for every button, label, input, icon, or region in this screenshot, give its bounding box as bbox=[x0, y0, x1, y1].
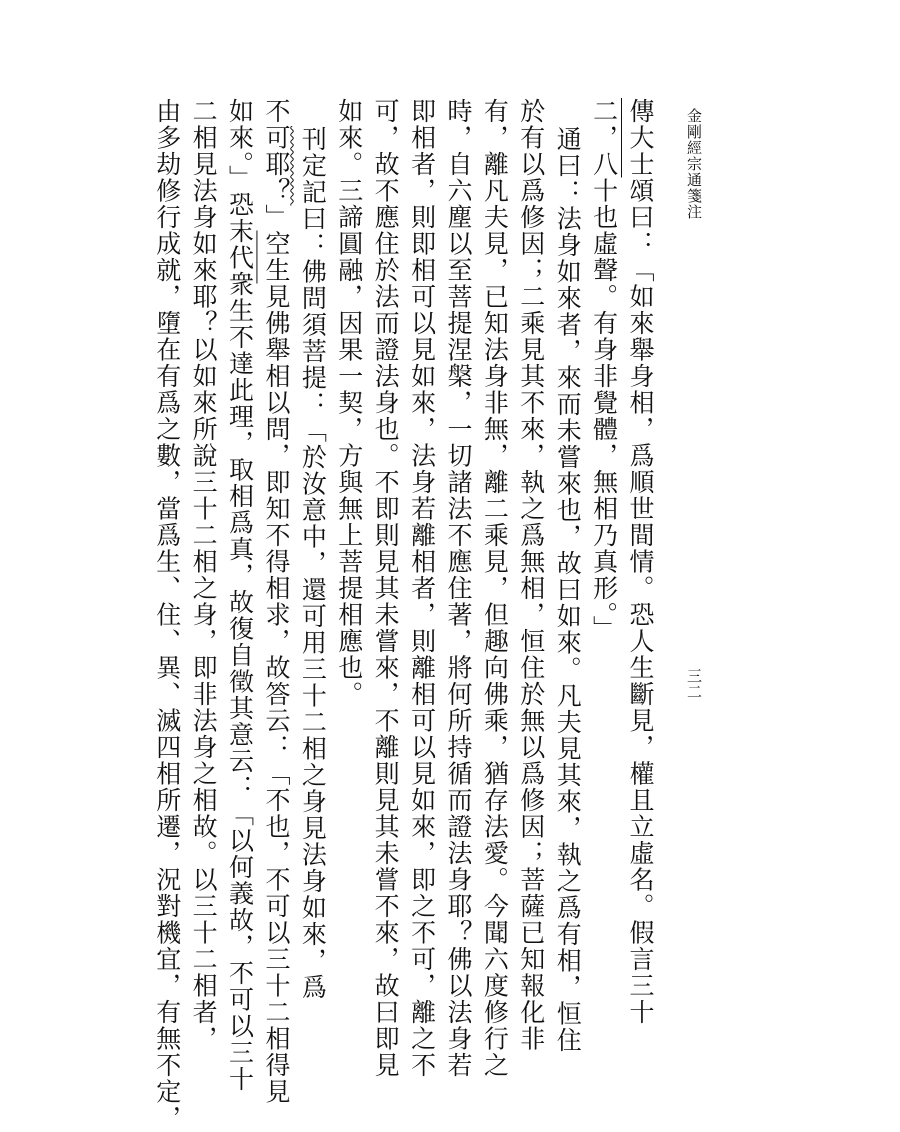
text-line-8: 可，故不應住於法而證法身也。不即則見其未嘗來，不離則見其未嘗不來，故曰即見 bbox=[371, 98, 401, 1079]
text-line-13: 二相見法身如來耶？以如來所說三十二相之身，即非法身之相故。以三十二相者， bbox=[189, 98, 219, 1052]
text-line-10-rest: 曰：佛問須菩提：「於汝意中，還可用三十二相之身見法身如來，爲 bbox=[298, 205, 328, 1001]
text-line-1-rest: 頌曰：「如來舉身相，爲順世間情。恐人生斷見，權且立虛名。假言三十 bbox=[626, 177, 655, 1026]
text-line-11-tail: 見佛舉相以問，即知不得相求，故答云：「不也，不可以三十二相得見 bbox=[261, 283, 291, 1105]
page-number: 三二 bbox=[685, 668, 703, 700]
text-line-4: 於有以爲修因；二乘見其不來，執之爲無相，恒住於無以爲修因；菩薩已知報化非 bbox=[516, 98, 546, 1052]
main-text bbox=[152, 98, 658, 1132]
book-title-mark: 刊定記 bbox=[298, 126, 328, 206]
name-mark-kongsheng: 空生 bbox=[261, 230, 291, 284]
text-line-12: 如來。」恐末代衆生不達此理，取相爲真，故復自徵其意云：「以何義故，不可以三十 bbox=[225, 98, 255, 1093]
text-line-9: 如來。三諦圓融，因果一契，方與無上菩提相應也。 bbox=[334, 98, 364, 708]
text-line-3: 通曰：法身如來者，來而未嘗來也，故曰如來。凡夫見其來，執之爲有相，恒住 bbox=[553, 126, 583, 1054]
text-line-7: 即相者，則即相可以見如來，法身若離相者，則離相可以見如來，即之不可，離之不 bbox=[407, 98, 437, 1079]
running-title: 金剛經宗通箋注 bbox=[685, 108, 703, 220]
text-line-1 bbox=[622, 98, 658, 1026]
text-line-11-head: 不可耶？」 bbox=[261, 98, 291, 231]
text-line-11 bbox=[258, 98, 294, 1105]
text-line-6: 時，自六塵以至菩提涅槃，一切諸法不應住著，將何所持循而證法身耶？佛以法身若 bbox=[443, 98, 473, 1079]
text-line-10 bbox=[294, 98, 330, 1001]
text-line-2: 二，八十也虛聲。有身非覺體，無相乃真形。」 bbox=[589, 98, 619, 642]
text-line-5: 有，離凡夫見，已知法身非無，離二乘見，但趣向佛乘，猶存法愛。今聞六度修行之 bbox=[480, 98, 510, 1079]
text-line-14: 由多劫修行成就，墮在有爲之數，當爲生、住、異、滅四相所遷，況對機宜，有無不定， bbox=[152, 98, 182, 1132]
name-mark-fu-dashi: 傳大士 bbox=[626, 98, 655, 178]
